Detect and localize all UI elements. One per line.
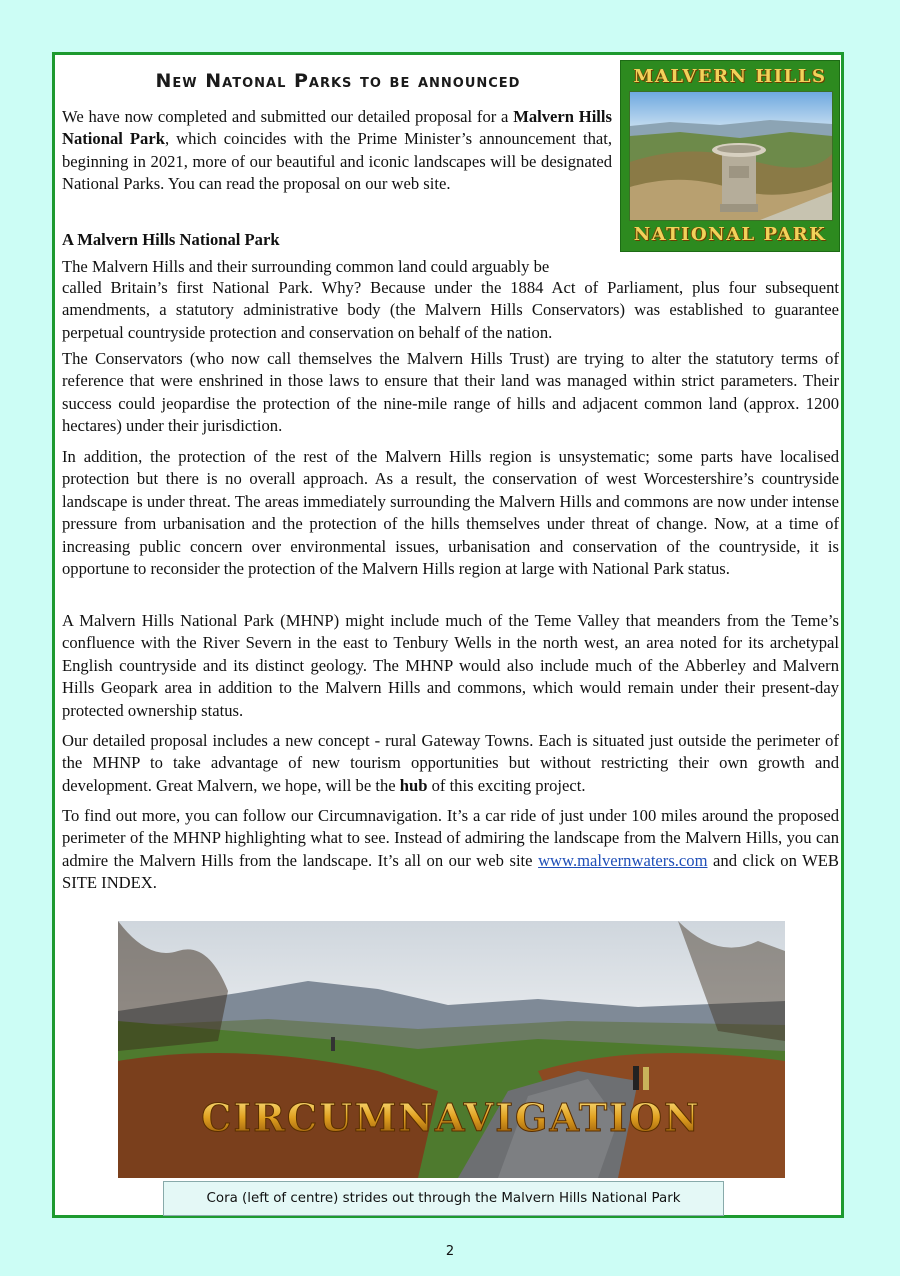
paragraph-5-text: Our detailed proposal includes a new concept - rural Gateway Towns. Each is situated just outside the perimeter of the MHNP to take advantage of new tourism opportunities but without restricting their own growth and development. Great Malvern, we hope, will be the: [62, 731, 839, 795]
intro-bold-text: Malvern Hills National Park: [62, 107, 612, 149]
toposcope-illustration: [630, 92, 832, 220]
intro-text: We have now completed and submitted our detailed proposal for a: [62, 107, 514, 126]
paragraph-1-first-line: The Malvern Hills and their surrounding common land could arguably be: [62, 257, 550, 276]
paragraph-5: [62, 730, 839, 797]
website-link[interactable]: www.malvernwaters.com: [538, 850, 708, 870]
intro-paragraph: [62, 106, 612, 196]
paragraph-6-end: and click on WEB SITE INDEX.: [62, 850, 840, 893]
paragraph-2: The Conservators (who now call themselves the Malvern Hills Trust) are trying to alter the statutory terms of reference that were enshrined in those laws to ensure that their land was managed within strict parameters. Their success could jeopardise the protection of the nine-mile range of hills and adjacent common land (approx. 1200 hectares) under their jurisdiction.: [62, 349, 839, 436]
paragraph-1: called Britain’s first National Park. Why? Because under the 1884 Act of Parliament, plus four subsequent amendments, a statutory administrative body (the Malvern Hills Conservators) was established to guarantee perpetual countryside protection and conservation on behalf of the nation.: [62, 278, 839, 342]
paragraph-6-text: To find out more, you can follow our Circumnavigation. It’s a car ride of just under 100 miles around the proposed perimeter of the MHNP highlighting what to see. Instead of admiring the landscape from the Malvern Hills, you can admire the Malvern Hills from the landscape. It’s all on our web site: [62, 806, 839, 870]
circumnavigation-photo: [118, 921, 785, 1178]
page-number: 2: [445, 1244, 455, 1259]
logo-top-text: MALVERN HILLS: [633, 66, 827, 87]
paragraph-5-end: of this exciting project.: [427, 775, 586, 795]
logo-toposcope-photo: [629, 91, 833, 221]
paragraph-6: [62, 805, 839, 895]
section-heading: A Malvern Hills National Park: [62, 230, 280, 249]
article-title: New Natonal Parks to be announced: [155, 70, 521, 92]
photo-caption: Cora (left of centre) strides out through the Malvern Hills National Park: [163, 1181, 724, 1216]
paragraph-4: A Malvern Hills National Park (MHNP) might include much of the Teme Valley that meanders from the Teme’s confluence with the River Severn in the east to Tenbury Wells in the north west, an area noted for its archetypal English countryside and its distinct geology. The MHNP would also include much of the Abberley and Malvern Hills Geopark area in addition to the Malvern Hills and commons, which would remain under their present-day protected ownership status.: [62, 611, 839, 720]
intro-text-end: , which coincides with the Prime Minister’s announcement that, beginning in 2021, more of our beautiful and iconic landscapes will be designated National Parks. You can read the proposal on our web site.: [62, 129, 612, 194]
paragraph-3: In addition, the protection of the rest of the Malvern Hills region is unsystematic; some parts have localised protection but there is no overall approach. As a result, the conservation of west Worcestershire’s countryside landscape is under threat. The areas immediately surrounding the Malvern Hills and commons are now under intense pressure from urbanisation and the protection of the hills themselves under threat of change. Now, at a time of increasing public concern over environmental issues, urbanisation and conservation of the countryside, it is opportune to reconsider the protection of the Malvern Hills region at large with National Park status.: [62, 447, 839, 579]
circumnavigation-overlay-text: CIRCUMNAVIGATION: [201, 1095, 701, 1140]
malvern-hills-national-park-logo: [620, 60, 840, 252]
landscape-illustration: [118, 921, 785, 1178]
logo-bottom-text: NATIONAL PARK: [633, 224, 827, 245]
paragraph-5-bold: hub: [399, 775, 428, 795]
